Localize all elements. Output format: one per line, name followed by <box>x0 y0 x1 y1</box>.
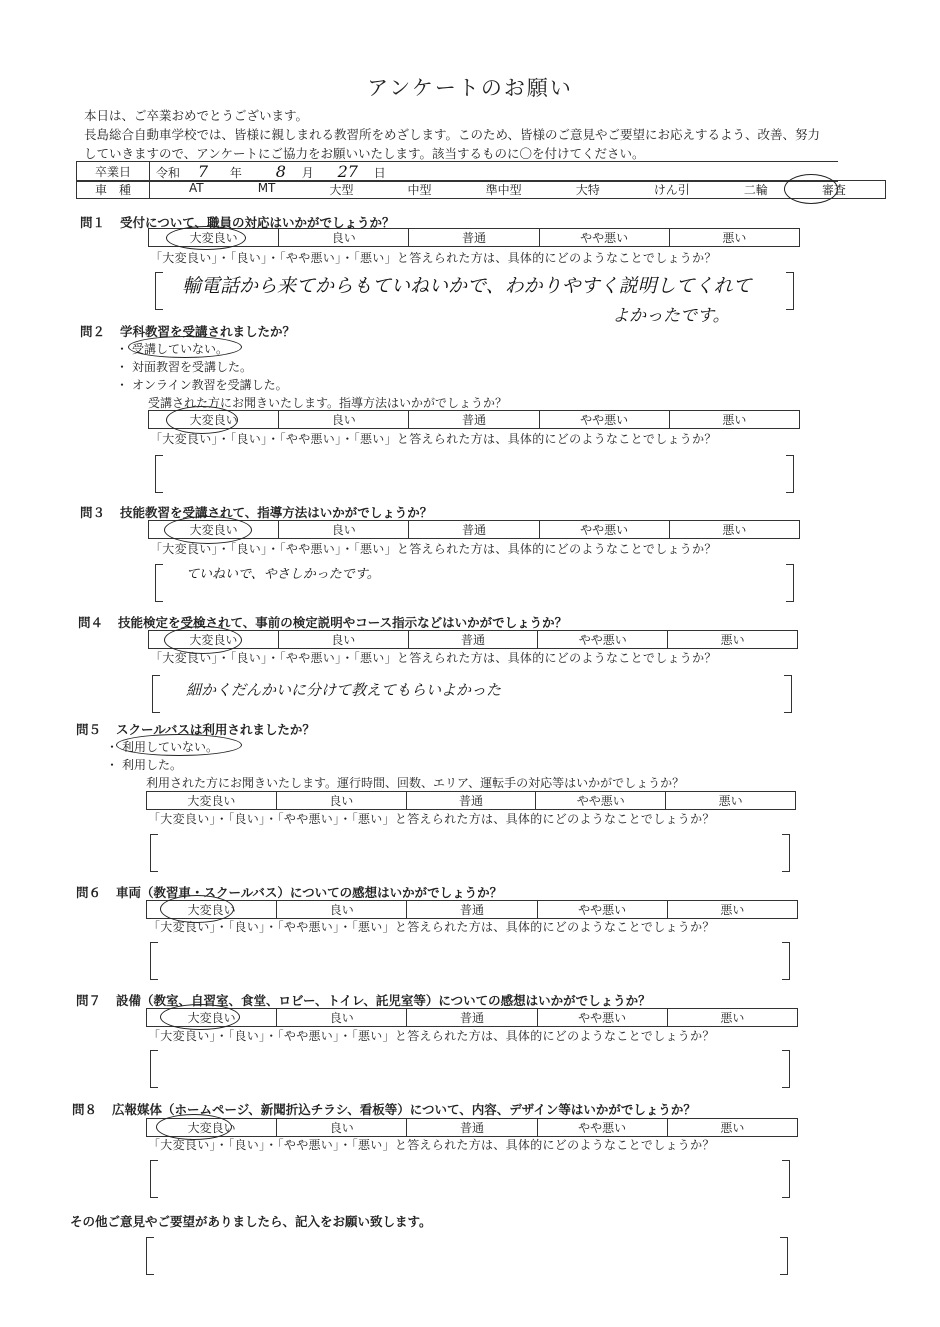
rating-somewhat-bad[interactable]: やや悪い <box>537 1119 667 1137</box>
vehicle-option[interactable]: けん引 <box>653 183 690 197</box>
rating-bad[interactable]: 悪い <box>669 229 799 247</box>
rating-good[interactable]: 良い <box>278 631 408 649</box>
followup-prompt: 「大変良い」・「良い」・「やや悪い」・「悪い」と答えられた方は、具体的にどのようなことでしょうか？ <box>148 920 715 934</box>
rating-normal[interactable]: 普通 <box>409 229 539 247</box>
answer-bracket-left <box>146 1237 154 1275</box>
answer-bracket-left <box>150 1050 158 1088</box>
answer-bracket-right <box>782 834 790 872</box>
rating-normal[interactable]: 普通 <box>409 411 539 429</box>
question-text: スクールバスは利用されましたか？ <box>116 722 315 737</box>
q5-rating-scale <box>146 791 796 810</box>
followup-prompt: 「大変良い」・「良い」・「やや悪い」・「悪い」と答えられた方は、具体的にどのようなことでしょうか？ <box>150 651 717 665</box>
answer-bracket-right <box>786 564 794 602</box>
rating-somewhat-bad[interactable]: やや悪い <box>536 792 666 810</box>
q2-option[interactable]: ・ オンライン教習を受講した。 <box>116 378 288 392</box>
rating-normal[interactable]: 普通 <box>409 521 539 539</box>
rating-very-good[interactable]: 大変良い <box>147 792 277 810</box>
q4-title <box>78 613 567 631</box>
question-text: 技能検定を受検されて、事前の検定説明やコース指示などはいかがでしょうか？ <box>118 615 568 630</box>
answer-bracket-right <box>780 1237 788 1275</box>
selection-circle <box>784 174 838 204</box>
vehicle-option[interactable]: 中型 <box>407 183 432 197</box>
rating-very-good[interactable]: 大変良い <box>149 229 279 247</box>
question-text: 技能教習を受講されて、指導方法はいかがでしょうか？ <box>120 505 433 520</box>
rating-bad[interactable]: 悪い <box>667 1119 797 1137</box>
rating-somewhat-bad[interactable]: やや悪い <box>539 411 669 429</box>
followup-prompt: 「大変良い」・「良い」・「やや悪い」・「悪い」と答えられた方は、具体的にどのようなことでしょうか？ <box>150 542 717 556</box>
q4-answer[interactable]: 細かくだんかいに分けて教えてもらいよかった <box>186 681 502 699</box>
question-number: 問５ <box>76 722 102 737</box>
rating-very-good[interactable]: 大変良い <box>149 411 279 429</box>
rating-bad[interactable]: 悪い <box>669 411 799 429</box>
selection-circle <box>166 226 246 250</box>
rating-somewhat-bad[interactable]: やや悪い <box>539 229 669 247</box>
answer-bracket-right <box>786 455 794 493</box>
rating-normal[interactable]: 普通 <box>407 1009 537 1027</box>
rating-very-good[interactable]: 大変良い <box>147 901 277 919</box>
question-number: 問１ <box>80 215 106 230</box>
selection-circle <box>128 336 242 358</box>
q5-option[interactable]: ・ 利用した。 <box>106 758 183 772</box>
answer-bracket-right <box>782 1160 790 1198</box>
year-label: 年 <box>229 166 242 180</box>
rating-good[interactable]: 良い <box>277 1009 407 1027</box>
rating-very-good[interactable]: 大変良い <box>147 1009 277 1027</box>
q4-rating-scale <box>148 630 798 649</box>
followup-prompt: 「大変良い」・「良い」・「やや悪い」・「悪い」と答えられた方は、具体的にどのようなことでしょうか？ <box>148 1138 715 1152</box>
answer-bracket-left <box>150 942 158 980</box>
followup-prompt: 「大変良い」・「良い」・「やや悪い」・「悪い」と答えられた方は、具体的にどのようなことでしょうか？ <box>150 251 717 265</box>
q2-rating-scale <box>148 410 800 429</box>
question-number: 問４ <box>78 615 104 630</box>
q6-title <box>76 883 502 901</box>
era-label: 令和 <box>156 166 181 180</box>
month-value[interactable]: 8 <box>275 162 286 181</box>
question-text: 受付について、職員の対応はいかがでしょうか？ <box>120 215 395 230</box>
question-number: 問２ <box>80 324 106 339</box>
rating-normal[interactable]: 普通 <box>407 901 537 919</box>
q8-title <box>72 1100 696 1118</box>
answer-bracket-left <box>155 455 163 493</box>
rating-very-good[interactable]: 大変良い <box>149 631 279 649</box>
intro-text <box>84 106 820 163</box>
selection-circle <box>116 734 242 756</box>
vehicle-option[interactable]: 大特 <box>575 183 600 197</box>
rating-somewhat-bad[interactable]: やや悪い <box>539 521 669 539</box>
vehicle-option[interactable]: 大型 <box>329 183 354 197</box>
rating-good[interactable]: 良い <box>279 229 409 247</box>
rating-very-good[interactable]: 大変良い <box>149 521 279 539</box>
q2-option[interactable]: ・ 受講していない。 <box>116 342 229 356</box>
rating-bad[interactable]: 悪い <box>669 521 799 539</box>
vehicle-option[interactable]: AT <box>189 181 204 195</box>
followup-prompt: 「大変良い」・「良い」・「やや悪い」・「悪い」と答えられた方は、具体的にどのようなことでしょうか？ <box>150 432 717 446</box>
vehicle-label: 車 種 <box>77 181 150 199</box>
q3-title <box>80 503 432 521</box>
rating-somewhat-bad[interactable]: やや悪い <box>538 631 668 649</box>
intro-line: していきますので、アンケートにご協力をお願いいたします。該当するものに〇を付けてください。 <box>84 146 645 161</box>
intro-line: 長島総合自動車学校では、皆様に親しまれる教習所をめざします。このため、皆様のご意見やご要望にお応えするよう、改善、努力 <box>84 127 821 142</box>
intro-line: 本日は、ご卒業おめでとうございます。 <box>84 108 309 123</box>
answer-bracket-left <box>150 1160 158 1198</box>
q8-rating-scale <box>146 1118 798 1137</box>
other-comments-title: その他ご意見やご要望がありましたら、記入をお願い致します。 <box>70 1214 432 1229</box>
rating-good[interactable]: 良い <box>277 901 407 919</box>
vehicle-option[interactable]: 二輪 <box>743 183 768 197</box>
rating-somewhat-bad[interactable]: やや悪い <box>537 901 667 919</box>
answer-bracket-left <box>150 834 158 872</box>
rating-very-good[interactable]: 大変良い <box>147 1119 277 1137</box>
answer-bracket-right <box>782 942 790 980</box>
vehicle-option-selected[interactable]: 審査 <box>821 183 846 197</box>
survey-title: アンケートのお願い <box>367 76 573 100</box>
rating-good[interactable]: 良い <box>279 411 409 429</box>
q1-answer-line[interactable]: 輸電話から来てからもていねいかで、わかりやすく説明してくれて <box>182 275 752 297</box>
q5-option[interactable]: ・ 利用していない。 <box>106 740 219 754</box>
year-value[interactable]: 7 <box>197 162 209 181</box>
rating-bad[interactable]: 悪い <box>667 1009 797 1027</box>
answer-bracket-left <box>155 272 163 310</box>
answer-bracket-left <box>152 675 160 713</box>
q3-answer[interactable]: ていねいで、やさしかったです。 <box>186 567 380 582</box>
q2-subquestion: 受講された方にお聞きいたします。指導方法はいかがでしょうか？ <box>148 396 508 410</box>
q2-option[interactable]: ・ 対面教習を受講した。 <box>116 360 253 374</box>
question-number: 問８ <box>72 1102 98 1117</box>
q7-title <box>76 991 651 1009</box>
rating-normal[interactable]: 普通 <box>408 631 538 649</box>
answer-bracket-right <box>784 675 792 713</box>
q7-rating-scale <box>146 1008 798 1027</box>
q5-subquestion: 利用された方にお聞きいたします。運行時間、回数、エリア、運転手の対応等はいかがでしょうか？ <box>146 776 685 790</box>
rating-normal[interactable]: 普通 <box>406 792 536 810</box>
answer-bracket-right <box>782 1050 790 1088</box>
question-number: 問３ <box>80 505 106 520</box>
rating-good[interactable]: 良い <box>279 521 409 539</box>
followup-prompt: 「大変良い」・「良い」・「やや悪い」・「悪い」と答えられた方は、具体的にどのようなことでしょうか？ <box>148 1029 715 1043</box>
question-number: 問６ <box>76 885 102 900</box>
vehicle-type-table <box>76 180 886 199</box>
question-text: 車両（教習車・スクールバス）についての感想はいかがでしょうか？ <box>116 885 503 900</box>
question-text: 設備（教室、自習室、食堂、ロビー、トイレ、託児室等）についての感想はいかがでしょうか？ <box>116 993 651 1008</box>
grad-date-label: 卒業日 <box>77 162 150 182</box>
followup-prompt: 「大変良い」・「良い」・「やや悪い」・「悪い」と答えられた方は、具体的にどのようなことでしょうか？ <box>148 812 715 826</box>
day-value[interactable]: 27 <box>337 162 358 181</box>
graduation-date-table <box>76 161 838 182</box>
vehicle-option[interactable]: MT <box>257 181 276 195</box>
vehicle-option[interactable]: 準中型 <box>485 183 522 197</box>
rating-bad[interactable]: 悪い <box>666 792 796 810</box>
answer-bracket-left <box>155 564 163 602</box>
question-text: 広報媒体（ホームページ、新聞折込チラシ、看板等）について、内容、デザイン等はいかがでしょうか？ <box>112 1102 696 1117</box>
question-number: 問７ <box>76 993 102 1008</box>
rating-normal[interactable]: 普通 <box>407 1119 537 1137</box>
rating-bad[interactable]: 悪い <box>667 901 797 919</box>
answer-bracket-right <box>786 272 794 310</box>
day-label: 日 <box>373 166 386 180</box>
rating-bad[interactable]: 悪い <box>668 631 798 649</box>
question-text: 学科教習を受講されましたか？ <box>120 324 296 339</box>
q6-rating-scale <box>146 900 798 919</box>
q1-answer-line[interactable]: よかったです。 <box>612 306 730 326</box>
rating-good[interactable]: 良い <box>277 1119 407 1137</box>
month-label: 月 <box>301 166 314 180</box>
rating-good[interactable]: 良い <box>276 792 406 810</box>
rating-somewhat-bad[interactable]: やや悪い <box>537 1009 667 1027</box>
